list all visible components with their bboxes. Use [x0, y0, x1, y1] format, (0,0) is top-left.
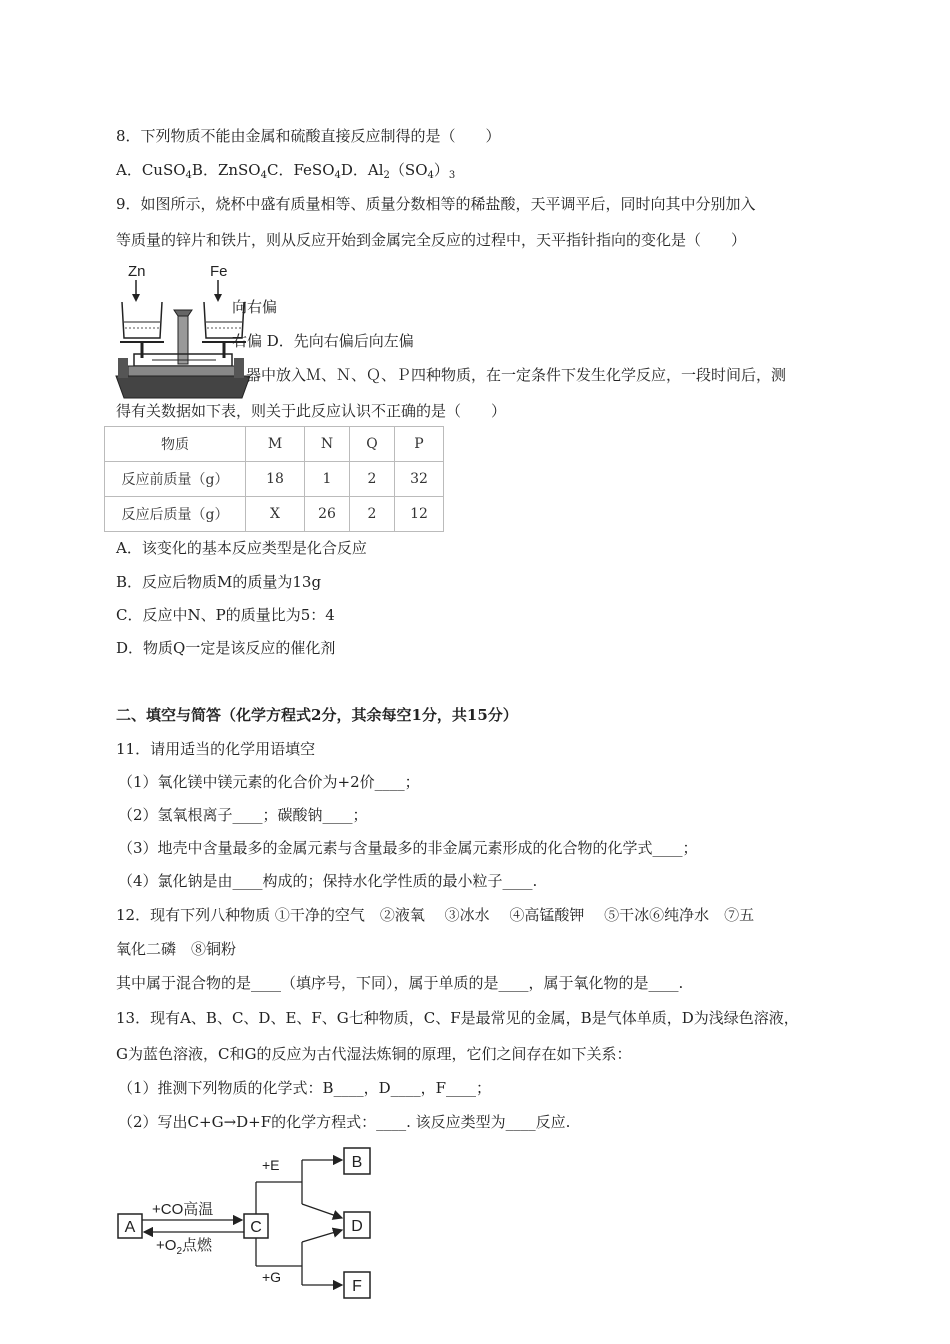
q11-item-1: （1）氧化镁中镁元素的化合价为+2价____；: [118, 773, 420, 791]
table-cell: 反应后质量（g）: [105, 497, 246, 532]
node-c: C: [250, 1219, 262, 1236]
q10-line2: 得有关数据如下表，则关于此反应认识不正确的是（ ）: [116, 402, 507, 420]
plus-g-label: +G: [262, 1269, 282, 1285]
table-cell: P: [395, 427, 444, 462]
table-cell: X: [246, 497, 305, 532]
q12-line1: 12．现有下列八种物质 ①干净的空气 ②液氧 ③冰水 ④高锰酸钾 ⑤干冰⑥纯净水 ⑦五: [116, 906, 755, 924]
table-row: [105, 497, 444, 532]
q12-line3: 其中属于混合物的是____（填序号，下同），属于单质的是____，属于氧化物的是____.: [116, 974, 684, 992]
zn-label: Zn: [128, 263, 146, 280]
table-cell: 1: [305, 462, 350, 497]
q11-item-3: （3）地壳中含量最多的金属元素与含量最多的非金属元素形成的化合物的化学式____；: [118, 839, 698, 857]
q9-line1: 9．如图所示，烧杯中盛有质量相等、质量分数相等的稀盐酸，天平调平后，同时向其中分别加入: [116, 195, 756, 213]
q9-options-part1: 向右偏: [232, 298, 278, 316]
table-cell: 反应前质量（g）: [105, 462, 246, 497]
table-cell: 物质: [105, 427, 246, 462]
fe-label: Fe: [210, 263, 228, 280]
relationship-diagram: [112, 1142, 382, 1304]
node-d: D: [351, 1218, 363, 1235]
q10-line1: 器中放入Ｍ、Ｎ、Ｑ、Ｐ四种物质，在一定条件下发生化学反应，一段时间后，测: [246, 366, 787, 384]
table-cell: M: [246, 427, 305, 462]
q13-item-2: （2）写出C+G→D+F的化学方程式：____. 该反应类型为____反应.: [118, 1113, 571, 1131]
co-label: +CO高温: [152, 1201, 214, 1218]
table-cell: 12: [395, 497, 444, 532]
q12-line2: 氧化二磷 ⑧铜粉: [116, 940, 237, 958]
table-cell: 32: [395, 462, 444, 497]
q10-option-a: A．该变化的基本反应类型是化合反应: [116, 539, 367, 557]
section-title: 二、填空与简答（化学方程式2分，其余每空1分，共15分）: [116, 706, 518, 724]
plus-e-label: +E: [262, 1157, 280, 1173]
q11-stem: 11．请用适当的化学用语填空: [116, 740, 316, 758]
table-header-row: [105, 427, 444, 462]
balance-figure: [112, 258, 250, 400]
table-cell: 18: [246, 462, 305, 497]
table-cell: Q: [350, 427, 395, 462]
q10-option-c: C．反应中N、P的质量比为5：4: [116, 606, 335, 624]
node-f: F: [352, 1278, 362, 1295]
table-cell: 2: [350, 462, 395, 497]
q10-option-d: D．物质Q一定是该反应的催化剂: [116, 639, 336, 657]
q10-data-table: [104, 426, 444, 532]
q13-line2: G为蓝色溶液，C和G的反应为古代湿法炼铜的原理，它们之间存在如下关系：: [116, 1045, 632, 1063]
q11-item-2: （2）氢氧根离子____；碳酸钠____；: [118, 806, 368, 824]
node-b: B: [351, 1154, 363, 1171]
table-cell: 2: [350, 497, 395, 532]
q9-options-part2: 右偏 D．先向右偏后向左偏: [232, 332, 414, 350]
table-cell: N: [305, 427, 350, 462]
o2-label: $+O_2$点燃: [156, 1237, 213, 1257]
q8-options: A．CuSO$_4$B．ZnSO$_4$C．FeSO$_4$D．$Al_2(SO_4)_3$: [116, 161, 456, 181]
q10-option-b: B．反应后物质M的质量为13g: [116, 573, 322, 591]
table-row: [105, 462, 444, 497]
node-a: A: [124, 1219, 136, 1236]
q8-stem: 8．下列物质不能由金属和硫酸直接反应制得的是（ ）: [116, 127, 501, 145]
table-cell: 26: [305, 497, 350, 532]
q13-item-1: （1）推测下列物质的化学式：B____，D____，F____；: [118, 1079, 492, 1097]
q11-item-4: （4）氯化钠是由____构成的；保持水化学性质的最小粒子____.: [118, 872, 538, 890]
q9-line2: 等质量的锌片和铁片，则从反应开始到金属完全反应的过程中，天平指针指向的变化是（ ）: [116, 231, 747, 249]
q13-line1: 13．现有A、B、C、D、E、F、G七种物质，C、F是最常见的金属，B是气体单质，D为浅绿色溶液，: [116, 1009, 799, 1027]
